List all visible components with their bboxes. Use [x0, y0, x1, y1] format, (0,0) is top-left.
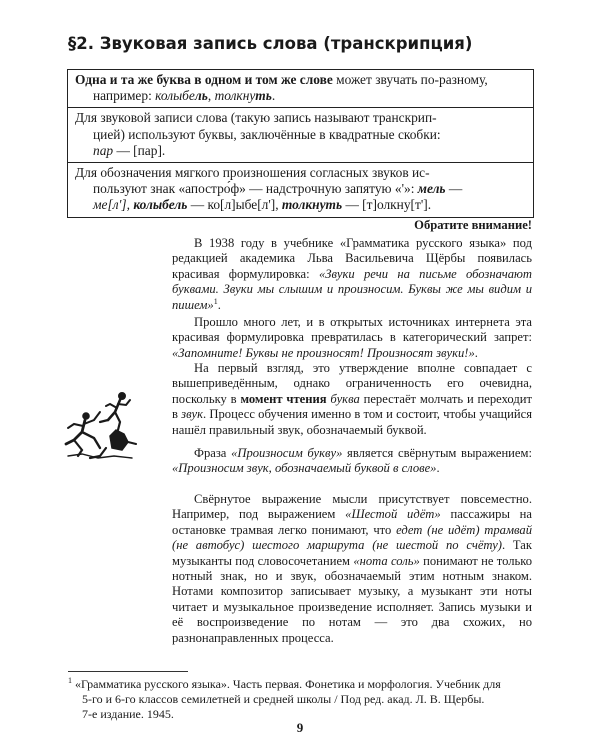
rule-box: [67, 69, 534, 218]
paragraph-2: [172, 315, 532, 361]
paragraph-text: Фраза: [194, 446, 232, 460]
paragraph-4: [172, 446, 532, 477]
footnote-text: 5-го и 6-го классов семилетней и средней школы / Под ред. акад. Л. В. Щербы.: [82, 692, 485, 706]
italic-phrase: едет (не идёт) трамвай (не автобус) шестого маршрута (не шестой по счёту): [172, 522, 532, 553]
italic-word: буква: [330, 391, 360, 406]
rule-1-text: может звучать по-разному,: [332, 72, 488, 87]
paragraph-3: [172, 361, 532, 438]
paragraph-text: .: [436, 461, 440, 476]
rule-3-line: [75, 197, 526, 213]
example-transcription: — ко[л]ыбе[л'],: [187, 197, 282, 213]
paragraph-text: Свёрнутое выражение мысли присутствует повсеместно. Например, под выражением: [172, 492, 532, 522]
example-end: .: [271, 88, 276, 104]
page-number: 9: [296, 720, 304, 735]
quote: «Звуки речи на письме обозначают буквами. Звуки мы слышим и произносим. Буквы же мы видим и пишем»: [172, 266, 532, 312]
rule-2-example: [75, 143, 526, 159]
footnote-ref: 1: [213, 296, 218, 306]
section-heading: §2. Звуковая запись слова (транскрипция): [68, 34, 473, 53]
paragraph-text: На первый взгляд, это утверждение вполне совпадает с вышеприведённым, однако ограниченность его очевидна, поскольку в: [172, 361, 532, 406]
example-transcription: ме[л'],: [93, 197, 134, 213]
rule-1-bold: Одна и та же буква в одном и том же слове: [75, 72, 333, 87]
footnote-number: 1: [68, 676, 72, 685]
example-ending: ть: [255, 88, 272, 104]
rule-3-text: —: [445, 181, 463, 197]
example-word: колыбе: [155, 88, 195, 104]
example-word: толкнуть: [281, 197, 343, 213]
italic-phrase: «Произносим букву»: [231, 446, 343, 460]
footnote-divider: [68, 671, 188, 672]
paragraph-text: . Процесс обучения именно в том и состоит, чтобы учащийся нашёл правильный звук, обозначаемый буквой.: [172, 407, 532, 437]
quote: «Запомните! Буквы не произносят! Произносят звуки!»: [172, 345, 475, 360]
paragraph-text: понимают не только нотный знак, но и звук, обозначаемый этим нотным знаком. Нотами композитор записывает музыку, а музыкант эти ноты читает и музыкальное произведение исполняет. Запись музыки и её воспроизведение по нотам — это два схожих, но разнонаправленных процесса.: [172, 553, 532, 645]
example-word: мель: [417, 181, 446, 197]
rule-1: [68, 70, 533, 107]
italic-phrase: «Произносим звук, обозначаемый буквой в слове»: [172, 461, 437, 476]
rule-3-line: [75, 181, 526, 197]
italic-phrase: «Шестой идёт»: [345, 507, 441, 522]
rule-2-line: цией) используют буквы, заключённые в квадратные скобки:: [93, 126, 441, 142]
paragraph-text: пассажиры на остановке трамвая легко понимают, что: [172, 507, 532, 537]
paragraph-text: .: [217, 297, 221, 312]
paragraph-1: [172, 236, 532, 313]
italic-word: звук: [181, 407, 204, 422]
footnote-text: 7-е издание. 1945.: [82, 707, 174, 721]
dancing-figures-illustration: [60, 378, 160, 478]
example-prefix: например:: [93, 88, 156, 104]
example-ending: ль: [194, 88, 208, 104]
paragraph-text: .: [474, 345, 478, 360]
rule-1-example: [75, 88, 526, 104]
attention-heading: Обратите внимание!: [414, 218, 532, 232]
example-word: пар: [93, 142, 114, 158]
footnote: [68, 677, 532, 722]
paragraph-text: перестаёт молчать и переходит в: [172, 391, 532, 422]
rule-3: [68, 162, 533, 217]
paragraph-text: Прошло много лет, и в открытых источниках интернета эта красивая формулировка превратилась в категорический запрет:: [172, 315, 532, 345]
bold-phrase: момент чтения: [240, 391, 327, 406]
paragraph-text: В 1938 году в учебнике «Грамматика русского языка» под редакцией академика Льва Васильевича Щёрбы появилась красивая формулировка:: [172, 236, 532, 281]
example-transcription: — [пар].: [113, 142, 166, 158]
example-word: толкну: [214, 88, 256, 104]
rule-3-text: пользуют знак «апостро́ф» — надстрочную запятую «'»:: [93, 181, 418, 197]
italic-phrase: «нота соль»: [353, 553, 420, 568]
example-transcription: — [т]олкну[т'].: [342, 197, 432, 213]
rule-3-line: Для обозначения мягкого произношения согласных звуков ис-: [75, 165, 430, 181]
paragraph-text: является свёрнутым выражением:: [342, 446, 532, 460]
rule-2: [68, 107, 533, 162]
example-word: колыбель: [133, 197, 188, 213]
footnote-text: «Грамматика русского языка». Часть первая. Фонетика и морфология. Учебник для: [72, 677, 501, 691]
paragraph-5: [172, 492, 532, 646]
example-sep: ,: [207, 88, 215, 104]
paragraph-text: . Так музыканты под словосочетанием: [172, 538, 533, 568]
rule-2-line: Для звуковой записи слова (такую запись называют транскрип-: [75, 110, 437, 126]
